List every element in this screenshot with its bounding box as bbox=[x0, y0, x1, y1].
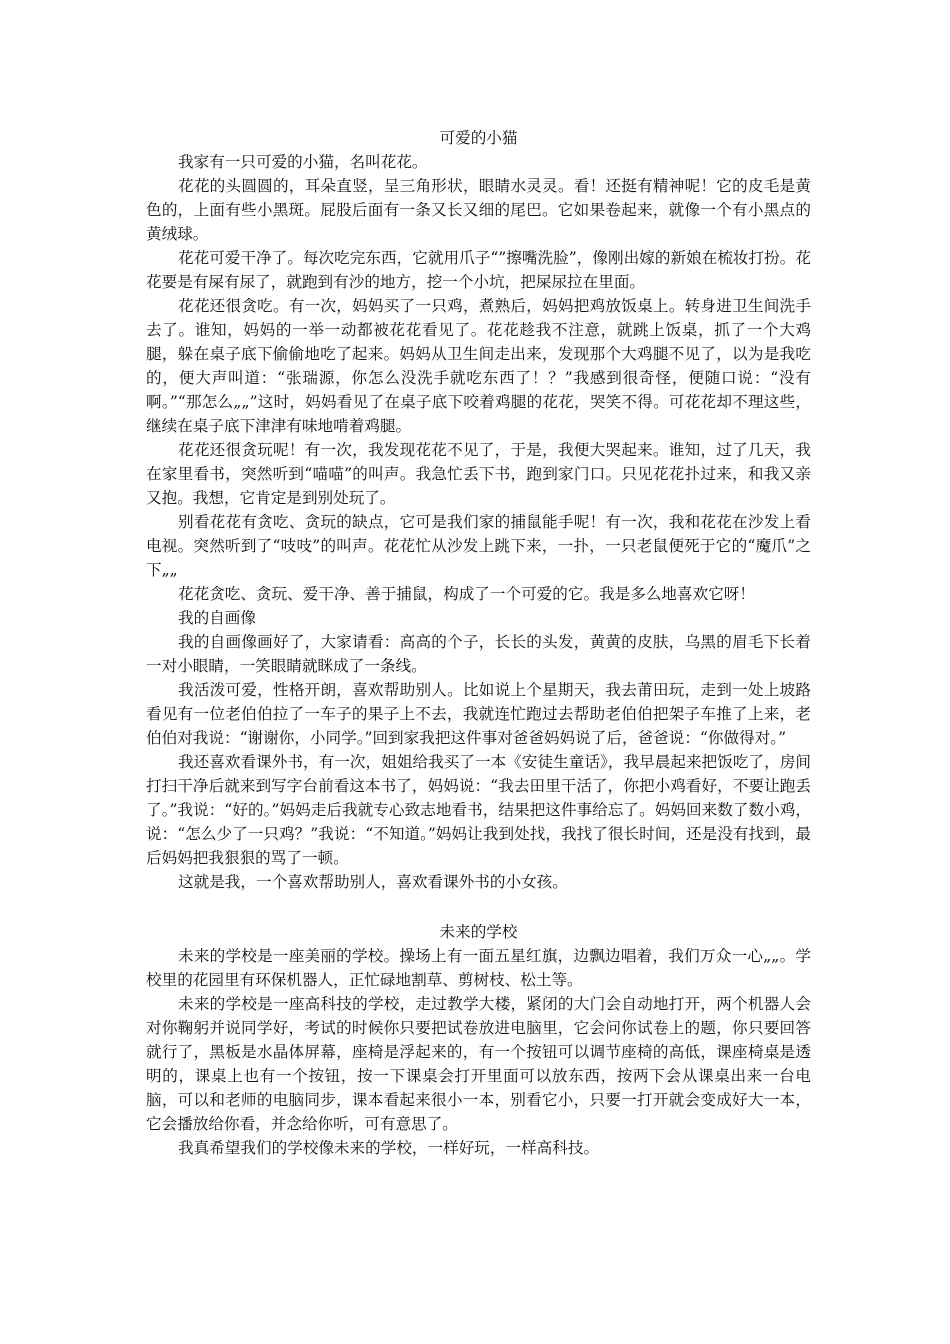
essay-paragraph: 花花可爱干净了。每次吃完东西，它就用爪子“”擦嘴洗脸”，像刚出嫁的新娘在梳妆打扮。花花要是有屎有尿了，就跑到有沙的地方，挖一个小坑，把屎尿拉在里面。 bbox=[146, 249, 811, 291]
essay-cute-kitten bbox=[146, 126, 811, 606]
essay-paragraph: 未来的学校是一座高科技的学校，走过教学大楼，紧闭的大门会自动地打开，两个机器人会对你鞠躬并说同学好，考试的时候你只要把试卷放进电脑里，它会问你试卷上的题，你只要回答就行了，黑板是水晶体屏幕，座椅是浮起来的，有一个按钮可以调节座椅的高低，课座椅桌是透明的，课桌上也有一个按钮，按一下课桌会打开里面可以放东西，按两下会从课桌出来一台电脑，可以和老师的电脑同步，课本看起来很小一本，别看它小，只要一打开就会变成好大一本，它会播放给你看，并念给你听，可有意思了。 bbox=[146, 995, 811, 1133]
essay-paragraph: 我还喜欢看课外书，有一次，姐姐给我买了一本《安徒生童话》，我早晨起来把饭吃了，房间打扫干净后就来到写字台前看这本书了，妈妈说：“我去田里干活了，你把小鸡看好，不要让跑丢了。”我说：“好的。”妈妈走后我就专心致志地看书，结果把这件事给忘了。妈妈回来数了数小鸡，说：“怎么少了一只鸡？”我说：“不知道。”妈妈让我到处找，我找了很长时间，还是没有找到，最后妈妈把我狠狠的骂了一顿。 bbox=[146, 753, 811, 867]
essay-future-school bbox=[146, 920, 811, 1160]
essay-self-portrait bbox=[146, 606, 811, 894]
essay-paragraph: 花花贪吃、贪玩、爱干净、善于捕鼠，构成了一个可爱的它。我是多么地喜欢它呀！ bbox=[178, 585, 755, 603]
essay-title: 未来的学校 bbox=[439, 923, 518, 941]
essay-paragraph: 我家有一只可爱的小猫，名叫花花。 bbox=[178, 153, 428, 171]
essay-title: 我的自画像 bbox=[178, 609, 256, 627]
essay-title: 可爱的小猫 bbox=[439, 129, 518, 147]
essay-paragraph: 别看花花有贪吃、贪玩的缺点，它可是我们家的捕鼠能手呢！有一次，我和花花在沙发上看电视。突然听到了“吱吱”的叫声。花花忙从沙发上跳下来，一扑，一只老鼠便死于它的“魔爪”之下„„ bbox=[146, 513, 811, 579]
section-spacer bbox=[146, 894, 811, 920]
essay-paragraph: 花花还很贪吃。有一次，妈妈买了一只鸡，煮熟后，妈妈把鸡放饭桌上。转身进卫生间洗手去了。谁知，妈妈的一举一动都被花花看见了。花花趁我不注意，就跳上饭桌，抓了一个大鸡腿，躲在桌子底下偷偷地吃了起来。妈妈从卫生间走出来，发现那个大鸡腿不见了，以为是我吃的，便大声叫道：“张瑞源，你怎么没洗手就吃东西了！？”我感到很奇怪，便随口说：“没有啊。”“那怎么„„”这时，妈妈看见了在桌子底下咬着鸡腿的花花，哭笑不得。可花花却不理这些，继续在桌子底下津津有味地啃着鸡腿。 bbox=[146, 297, 811, 435]
essay-paragraph: 未来的学校是一座美丽的学校。操场上有一面五星红旗，边飘边唱着，我们万众一心„„。学校里的花园里有环保机器人，正忙碌地割草、剪树枝、松土等。 bbox=[146, 947, 811, 989]
essay-paragraph: 我真希望我们的学校像未来的学校，一样好玩，一样高科技。 bbox=[178, 1139, 600, 1157]
essay-paragraph: 花花还很贪玩呢！有一次，我发现花花不见了，于是，我便大哭起来。谁知，过了几天，我在家里看书，突然听到“喵喵”的叫声。我急忙丢下书，跑到家门口。只见花花扑过来，和我又亲又抱。我想，它肯定是到别处玩了。 bbox=[146, 441, 811, 507]
document-page bbox=[146, 118, 811, 1160]
essay-paragraph: 花花的头圆圆的，耳朵直竖，呈三角形状，眼睛水灵灵。看！还挺有精神呢！它的皮毛是黄色的，上面有些小黑斑。屁股后面有一条又长又细的尾巴。它如果卷起来，就像一个有小黑点的黄绒球。 bbox=[146, 177, 811, 243]
essay-paragraph: 这就是我，一个喜欢帮助别人，喜欢看课外书的小女孩。 bbox=[178, 873, 568, 891]
essay-paragraph: 我活泼可爱，性格开朗，喜欢帮助别人。比如说上个星期天，我去莆田玩，走到一处上坡路看见有一位老伯伯拉了一车子的果子上不去，我就连忙跑过去帮助老伯伯把架子车推了上来，老伯伯对我说：“谢谢你，小同学。”回到家我把这件事对爸爸妈妈说了后，爸爸说：“你做得对。” bbox=[146, 681, 811, 747]
essay-paragraph: 我的自画像画好了，大家请看：高高的个子，长长的头发，黄黄的皮肤，乌黑的眉毛下长着一对小眼睛，一笑眼睛就眯成了一条线。 bbox=[146, 633, 811, 675]
